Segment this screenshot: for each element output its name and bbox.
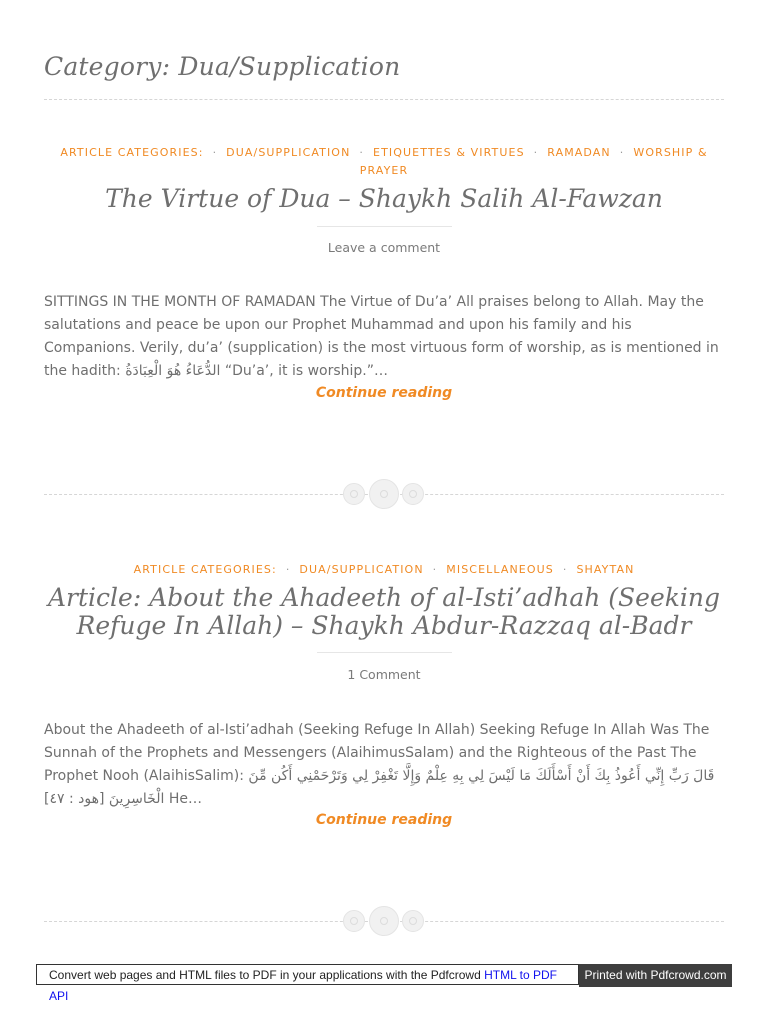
post-divider: [44, 478, 724, 510]
post-divider: [44, 905, 724, 937]
ornament-circle-icon: [343, 910, 365, 932]
post-title-link[interactable]: Article: About the Ahadeeth of al-Isti’adhah (Seeking Refuge In Allah) – Shaykh Abdur-Razzaq al-Badr: [47, 583, 721, 640]
post-categories: ARTICLE CATEGORIES: · DUA/SUPPLICATION · ETIQUETTES & VIRTUES · RAMADAN · WORSHIP & PRAYER: [60, 146, 708, 177]
ornament-circle-icon: [369, 479, 399, 509]
pdfcrowd-banner-text: [36, 964, 579, 1003]
header-divider: [44, 99, 724, 100]
continue-reading-link[interactable]: Continue reading: [315, 385, 453, 401]
printed-with-link[interactable]: Printed with Pdfcrowd.com: [579, 964, 732, 987]
banner-message: Convert web pages and HTML files to PDF in your applications with the Pdfcrowd: [49, 968, 481, 982]
post-categories: ARTICLE CATEGORIES: · DUA/SUPPLICATION · MISCELLANEOUS · SHAYTAN: [133, 563, 635, 576]
category-link-dua[interactable]: DUA/SUPPLICATION: [299, 563, 424, 576]
post-title-link[interactable]: The Virtue of Dua – Shaykh Salih Al-Fawzan: [105, 184, 663, 213]
page-title: Category: Dua/Supplication: [44, 52, 401, 81]
categories-label: ARTICLE CATEGORIES:: [133, 563, 277, 576]
category-link-ramadan[interactable]: RAMADAN: [547, 146, 611, 159]
categories-label: ARTICLE CATEGORIES:: [60, 146, 204, 159]
comment-link[interactable]: 1 Comment: [347, 667, 421, 682]
continue-reading-link[interactable]: Continue reading: [315, 812, 453, 828]
category-link-worship[interactable]: WORSHIP & PRAYER: [359, 146, 708, 177]
category-link-miscellaneous[interactable]: MISCELLANEOUS: [446, 563, 554, 576]
comment-link[interactable]: Leave a comment: [327, 240, 441, 255]
ornament-circle-icon: [369, 906, 399, 936]
title-underline: [317, 652, 452, 653]
category-link-dua[interactable]: DUA/SUPPLICATION: [226, 146, 351, 159]
post-excerpt: About the Ahadeeth of al-Isti’adhah (Seeking Refuge In Allah) Seeking Refuge In Allah Was The Sunnah of the Prophets and Messengers (AlaihimusSalam) and the Righteous of the Past The Prophet Nooh (AlaihisSalim): قَالَ رَبِّ إِنِّي أَعُوذُ بِكَ أَنْ أَسْأَلَكَ مَا لَيْسَ لِي بِهِ عِلْمٌ وَإِلَّا تَغْفِرْ لِي وَتَرْحَمْنِي أَكُن مِّنَ الْخَاسِرِينَ [هود : ٤٧] He…: [44, 722, 715, 807]
post-excerpt: SITTINGS IN THE MONTH OF RAMADAN The Virtue of Du’a’ All praises belong to Allah. May the salutations and peace be upon our Prophet Muhammad and upon his family and his Companions. Verily, du’a’ (supplication) is the most virtuous form of worship, as is mentioned in the hadith: الدُّعَاءُ هُوَ الْعِبَادَةُ “Du’a’, it is worship.”…: [44, 294, 719, 379]
category-link-shaytan[interactable]: SHAYTAN: [576, 563, 635, 576]
ornament-circle-icon: [343, 483, 365, 505]
category-link-etiquettes[interactable]: ETIQUETTES & VIRTUES: [373, 146, 525, 159]
ornament-circle-icon: [402, 910, 424, 932]
title-underline: [317, 226, 452, 227]
pdfcrowd-banner: [36, 964, 732, 1003]
ornament-circle-icon: [402, 483, 424, 505]
html-to-pdf-link[interactable]: HTML to PDF API: [49, 968, 558, 1003]
